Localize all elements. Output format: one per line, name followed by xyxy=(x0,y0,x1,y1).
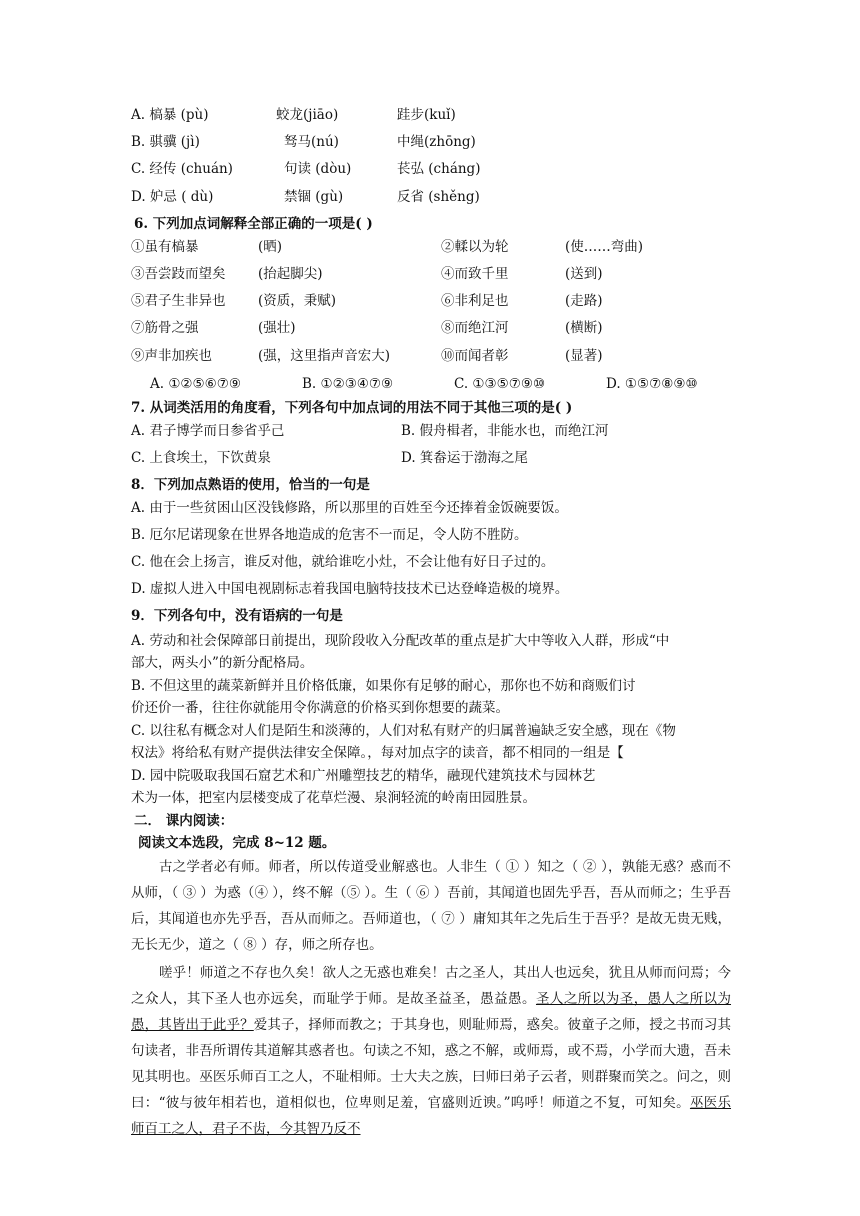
pinyin-item: D. 妒忌 ( dù) xyxy=(131,189,214,205)
pinyin-option-row xyxy=(0,158,860,180)
pinyin-item: C. 经传 (chuán) xyxy=(131,161,233,177)
pinyin-item: A. 槁暴 (pù) xyxy=(131,107,209,123)
question-8-stem: 8．下列加点熟语的使用，恰当的一句是 xyxy=(131,477,370,493)
q9-line: C. 以往私有概念对人们是陌生和淡薄的，人们对私有财产的归属普遍缺乏安全感，现在《物 xyxy=(131,723,676,739)
q6-item-text: ②輮以为轮 xyxy=(441,239,509,255)
q9-line: A. 劳动和社会保障部日前提出，现阶段收入分配改革的重点是扩大中等收入人群，形成“中 xyxy=(131,633,670,649)
q6-option: D. ①⑤⑦⑧⑨⑩ xyxy=(606,376,698,392)
q7-option: D. 箕畚运于渤海之尾 xyxy=(401,450,528,466)
q6-item-gloss: (强，这里指声音宏大) xyxy=(258,348,391,364)
pinyin-option-row xyxy=(0,186,860,208)
q6-item-gloss: (资质，秉赋) xyxy=(258,293,337,309)
q6-item-text: ⑨声非加疾也 xyxy=(131,348,212,364)
underlined-sentence-1: 圣人之所以为圣，愚人之所以为愚，其皆出于此乎？ xyxy=(131,991,732,1033)
q7-options-row xyxy=(0,420,860,442)
q6-item-text: ⑥非利足也 xyxy=(441,293,509,309)
pinyin-item: B. 骐骥 (jì) xyxy=(131,134,200,150)
reading-paragraph-1-text: 古之学者必有师。师者，所以传道受业解惑也。人非生（ ① ）知之（ ② ），孰能无惑？惑而不从师，（ ③ ）为惑（④ ），终不解（⑤ ）。生（ ⑥ ）吾前，其闻道也固先乎吾，吾从而师之；生乎吾后，其闻道也亦先乎吾，吾从而师之。吾师道也，（ ⑦ ）庸知其年之先后生于吾乎？是故无贵无贱，无长无少，道之（ ⑧ ）存，师之所存也。 xyxy=(131,859,731,953)
q6-option: A. ①②⑤⑥⑦⑨ xyxy=(150,376,241,392)
pinyin-item: 驽马(nú) xyxy=(284,134,339,150)
question-9-stem: 9．下列各句中，没有语病的一句是 xyxy=(131,608,343,624)
q6-item-row xyxy=(0,345,860,367)
q6-item-row xyxy=(0,317,860,339)
q6-item-row xyxy=(0,290,860,312)
q7-option: A. 君子博学而日参省乎己 xyxy=(131,423,285,439)
q9-line: 术为一体，把室内层楼变成了花草烂漫、泉涧轻流的岭南田园胜景。 xyxy=(131,790,536,806)
q6-item-gloss: (横断) xyxy=(565,320,603,336)
pinyin-item: 禁锢 (gù) xyxy=(284,189,344,205)
q6-item-gloss: (强壮) xyxy=(258,320,296,336)
q6-item-text: ⑤君子生非异也 xyxy=(131,293,226,309)
section-2-instruction: 阅读文本选段，完成 8~12 题。 xyxy=(138,835,336,851)
pinyin-item: 跬步(kuǐ) xyxy=(397,107,456,123)
q9-line: 价还价一番，往往你就能用令你满意的价格买到你想要的蔬菜。 xyxy=(131,700,509,716)
q8-option: A. 由于一些贫困山区没钱修路，所以那里的百姓至今还捧着金饭碗要饭。 xyxy=(131,500,568,516)
q8-option: D. 虚拟人进入中国电视剧标志着我国电脑特技技术已达登峰造极的境界。 xyxy=(131,581,569,597)
underlined-sentence-2: 巫医乐师百工之人，君子不齿，今其智乃反不 xyxy=(131,1095,732,1137)
q6-item-text: ⑦筋骨之强 xyxy=(131,320,199,336)
q6-option: C. ①③⑤⑦⑨⑩ xyxy=(454,376,546,392)
q6-item-row xyxy=(0,236,860,258)
q6-item-text: ①虽有槁暴 xyxy=(131,239,199,255)
q9-line: 权法》将给私有财产提供法律安全保障。，每对加点字的读音，都不相同的一组是【 xyxy=(131,745,624,761)
q7-option: C. 上食埃土，下饮黄泉 xyxy=(131,450,271,466)
q6-item-gloss: (抬起脚尖) xyxy=(258,266,323,282)
q6-item-gloss: (显著) xyxy=(565,348,603,364)
q6-item-text: ⑧而绝江河 xyxy=(441,320,509,336)
q6-item-gloss: (走路) xyxy=(565,293,603,309)
q9-line: B. 不但这里的蔬菜新鲜并且价格低廉，如果你有足够的耐心，那你也不妨和商贩们讨 xyxy=(131,678,636,694)
pinyin-item: 句读 (dòu) xyxy=(284,161,352,177)
q9-line: 部大，两头小”的新分配格局。 xyxy=(131,655,314,671)
q6-item-text: ④而致千里 xyxy=(441,266,509,282)
q6-option: B. ①②③④⑦⑨ xyxy=(302,376,394,392)
q6-item-text: ③吾尝跂而望矣 xyxy=(131,266,226,282)
q6-item-text: ⑩而闻者彰 xyxy=(441,348,509,364)
paragraph-2-text-a: 嗟乎！师道之不存也久矣！欲人之无惑也难矣！古之圣人，其出人也远矣，犹且从师而问焉；今之众人，其下圣人也亦远矣，而耻学于师。是故圣益圣，愚益愚。 xyxy=(131,965,731,1007)
pinyin-option-row xyxy=(0,104,860,126)
q6-item-gloss: (使……弯曲) xyxy=(565,239,644,255)
section-2-title: 二． 课内阅读： xyxy=(134,813,234,829)
q6-item-row xyxy=(0,263,860,285)
reading-paragraph-2 xyxy=(131,960,731,1142)
q6-options-row xyxy=(0,373,860,395)
question-6-stem: 6. 下列加点词解释全部正确的一项是( ) xyxy=(134,216,373,232)
pinyin-item: 中绳(zhōng) xyxy=(397,134,476,150)
pinyin-item: 反省 (shěng) xyxy=(397,189,480,205)
pinyin-item: 蛟龙(jiāo) xyxy=(276,107,339,123)
q8-option: C. 他在会上扬言，谁反对他，就给谁吃小灶，不会让他有好日子过的。 xyxy=(131,554,555,570)
reading-paragraph-2-body xyxy=(131,960,731,1142)
q6-item-gloss: (晒) xyxy=(258,239,283,255)
q8-option: B. 厄尔尼诺现象在世界各地造成的危害不一而足，令人防不胜防。 xyxy=(131,527,528,543)
q7-option: B. 假舟楫者，非能水也，而绝江河 xyxy=(401,423,609,439)
reading-paragraph-1 xyxy=(131,854,731,958)
q7-options-row xyxy=(0,447,860,469)
paragraph-2-text-b: 爱其子，择师而教之；于其身也，则耻师焉，惑矣。彼童子之师，授之书而习其句读者，非吾所谓传其道解其惑者也。句读之不知，惑之不解，或师焉，或不焉，小学而大遗，吾未见其明也。巫医乐师百工之人，不耻相师。士大夫之族，曰师曰弟子云者，则群聚而笑之。问之，则曰：“彼与彼年相若也，道相似也，位卑则足羞，官盛则近谀。”呜呼！师道之不复，可知矣。 xyxy=(131,1017,732,1111)
pinyin-option-row xyxy=(0,131,860,153)
q9-line: D. 园中院吸取我国石窟艺术和广州雕塑技艺的精华，融现代建筑技术与园林艺 xyxy=(131,768,596,784)
pinyin-item: 苌弘 (cháng) xyxy=(397,161,481,177)
question-7-stem: 7. 从词类活用的角度看，下列各句中加点词的用法不同于其他三项的是( ) xyxy=(131,400,573,416)
q6-item-gloss: (送到) xyxy=(565,266,603,282)
